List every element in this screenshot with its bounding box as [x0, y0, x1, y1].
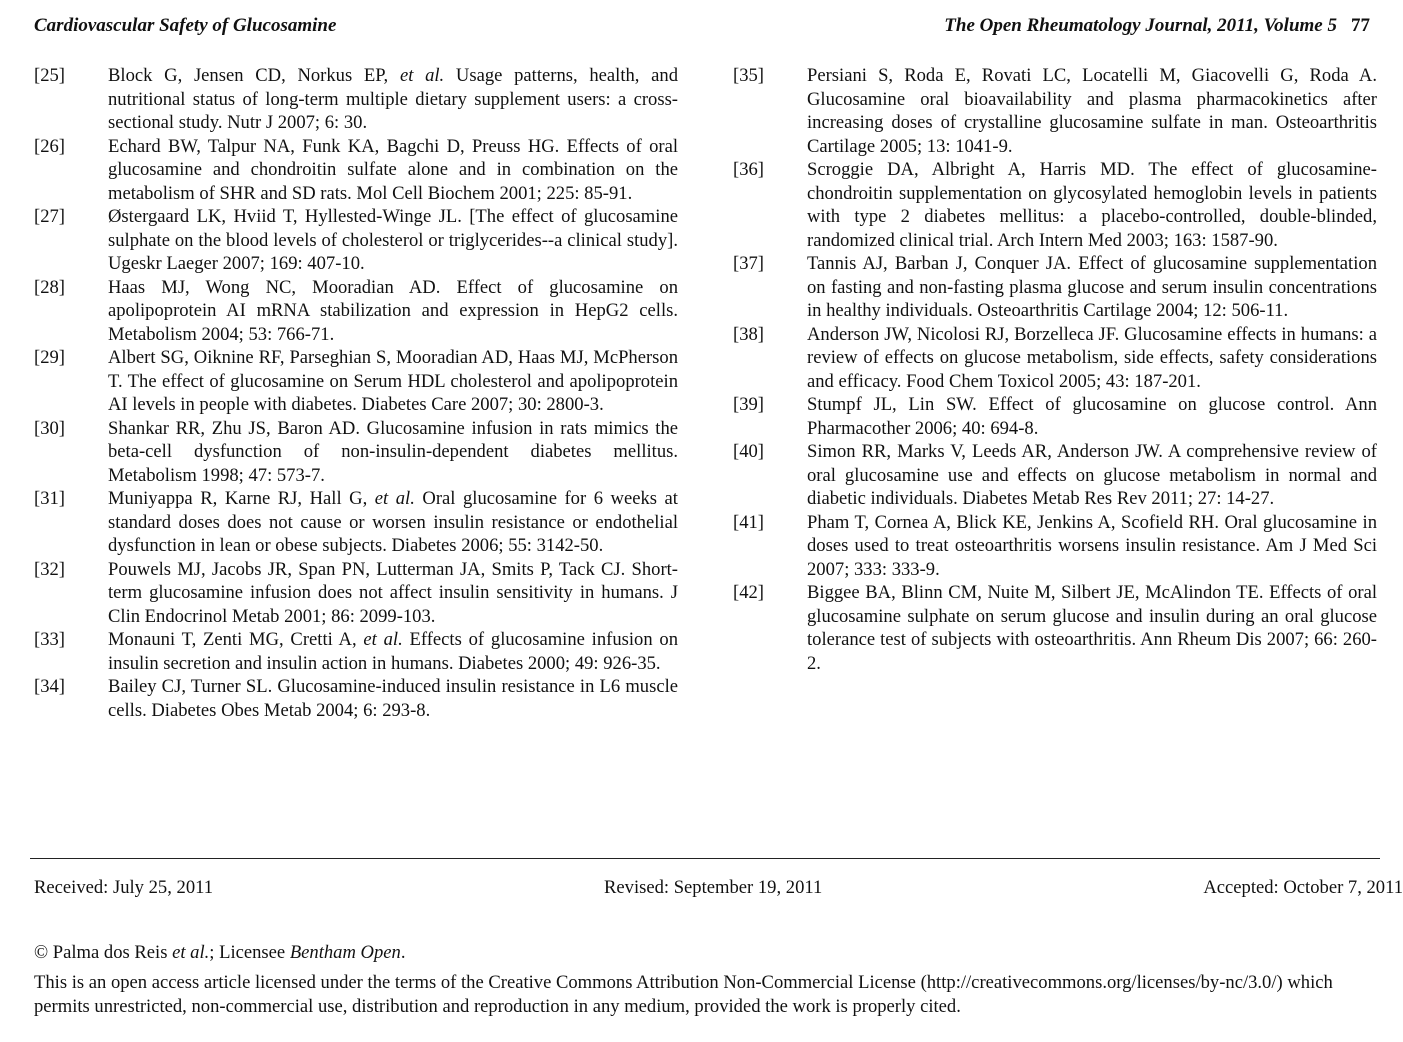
reference-item [733, 64, 1377, 158]
reference-body: Muniyappa R, Karne RJ, Hall G, [108, 488, 375, 509]
reference-item [733, 158, 1377, 252]
reference-text [108, 135, 678, 206]
reference-number: [35] [733, 65, 764, 86]
reference-body: Stumpf JL, Lin SW. Effect of glucosamine on glucose control. Ann Pharmacother 2006; 40: 694-8. [807, 394, 1377, 439]
reference-text [807, 393, 1377, 440]
reference-number: [29] [34, 347, 65, 368]
reference-body: Tannis AJ, Barban J, Conquer JA. Effect of glucosamine supplementation on fasting and non-fasting plasma glucose and serum insulin concentrations in healthy individuals. Osteoarthritis Cartilage 2004; 12: 506-11. [807, 253, 1377, 321]
received-date: Received: July 25, 2011 [34, 877, 214, 898]
accepted-date: Accepted: October 7, 2011 [1203, 877, 1403, 898]
reference-item [34, 628, 678, 675]
reference-body: Shankar RR, Zhu JS, Baron AD. Glucosamine infusion in rats mimics the beta-cell dysfunction of non-insulin-dependent diabetes mellitus. Metabolism 1998; 47: 573-7. [108, 417, 678, 486]
reference-number: [32] [34, 558, 65, 580]
reference-body-continued: Oral glucosamine for 6 weeks at standard doses does not cause or worsen insulin resistance or endothelial dysfunction in lean or obese subjects. Diabetes 2006; 55: 3142-50. [108, 488, 678, 556]
reference-number: [25] [34, 65, 65, 86]
reference-item [733, 511, 1377, 582]
article-dates [34, 875, 1403, 901]
reference-body: Persiani S, Roda E, Rovati LC, Locatelli M, Giacovelli G, Roda A. Glucosamine oral bioavailability and plasma pharmacokinetics after increasing doses of crystalline glucosamine sulfate in man. Osteoarthritis Cartilage 2005; 13: 1041-9. [807, 65, 1377, 157]
reference-item [34, 346, 678, 417]
copyright-notice [34, 940, 406, 966]
reference-number: [27] [34, 206, 65, 227]
revised-date: Revised: September 19, 2011 [604, 877, 823, 898]
reference-text [108, 417, 678, 488]
reference-text [108, 64, 678, 135]
copyright-prefix: © Palma dos Reis [34, 942, 173, 963]
reference-body: Biggee BA, Blinn CM, Nuite M, Silbert JE, McAlindon TE. Effects of oral glucosamine sulphate on serum glucose and insulin during an oral glucose tolerance test of subjects with osteoarthritis. Ann Rheum Dis 2007; 66: 260-2. [807, 582, 1377, 674]
reference-body: Scroggie DA, Albright A, Harris MD. The effect of glucosamine-chondroitin supplementation on glycosylated hemoglobin levels in patients with type 2 diabetes mellitus: a placebo-controlled, double-blinded, randomized clinical trial. Arch Intern Med 2003; 163: 1587-90. [807, 159, 1377, 251]
reference-body: Echard BW, Talpur NA, Funk KA, Bagchi D, Preuss HG. Effects of oral glucosamine and chondroitin sulfate alone and in combination on the metabolism of SHR and SD rats. Mol Cell Biochem 2001; 225: 85-91. [108, 135, 678, 204]
running-header [34, 12, 1370, 40]
reference-number: [40] [733, 441, 764, 462]
reference-text [108, 205, 678, 276]
reference-item [733, 440, 1377, 511]
reference-body: Simon RR, Marks V, Leeds AR, Anderson JW. A comprehensive review of oral glucosamine use and effects on glucose metabolism in normal and diabetic individuals. Diabetes Metab Res Rev 2011; 27: 14-27. [807, 441, 1377, 509]
reference-body: Bailey CJ, Turner SL. Glucosamine-induced insulin resistance in L6 muscle cells. Diabetes Obes Metab 2004; 6: 293-8. [108, 676, 678, 721]
license-statement: This is an open access article licensed under the terms of the Creative Commons Attribution Non-Commercial License (http://creativecommons.org/licenses/by-nc/3.0/) which permits unrestricted, non-commercial use, distribution and reproduction in any medium, provided the work is properly cited. [34, 972, 1333, 1017]
reference-number: [37] [733, 253, 764, 274]
reference-body-continued: Effects of glucosamine infusion on insulin secretion and insulin action in humans. Diabetes 2000; 49: 926-35. [108, 629, 678, 674]
reference-etal: et al. [399, 65, 445, 86]
reference-number: [38] [733, 323, 764, 345]
reference-item [733, 581, 1377, 675]
reference-item [34, 135, 678, 206]
page-number: 77 [1351, 15, 1370, 36]
reference-body: Pouwels MJ, Jacobs JR, Span PN, Lutterman JA, Smits P, Tack CJ. Short-term glucosamine infusion does not affect insulin sensitivity in humans. J Clin Endocrinol Metab 2001; 86: 2099-103. [108, 558, 678, 627]
copyright-etal: et al. [172, 942, 210, 963]
reference-item [34, 205, 678, 276]
reference-text [108, 487, 678, 558]
reference-item [34, 558, 678, 629]
reference-text [108, 675, 678, 722]
reference-body: Block G, Jensen CD, Norkus EP, [108, 65, 400, 86]
reference-number: [42] [733, 582, 764, 603]
reference-number: [33] [34, 629, 65, 650]
reference-text [807, 581, 1377, 675]
reference-text [108, 558, 678, 629]
reference-number: [41] [733, 511, 764, 533]
reference-body: Anderson JW, Nicolosi RJ, Borzelleca JF. Glucosamine effects in humans: a review of effects on glucose metabolism, side effects, safety considerations and efficacy. Food Chem Toxicol 2005; 43: 187-201. [807, 323, 1377, 392]
reference-item [733, 252, 1377, 323]
reference-text [807, 323, 1377, 394]
reference-body: Albert SG, Oiknine RF, Parseghian S, Mooradian AD, Haas MJ, McPherson T. The effect of glucosamine on Serum HDL cholesterol and apolipoprotein AI levels in people with diabetes. Diabetes Care 2007; 30: 2800-3. [108, 347, 678, 415]
reference-number: [36] [733, 159, 764, 180]
reference-etal: et al. [363, 629, 403, 650]
reference-item [733, 323, 1377, 394]
reference-number: [26] [34, 135, 65, 157]
reference-text [807, 64, 1377, 158]
copyright-middle: ; Licensee [209, 942, 290, 963]
reference-list-right [733, 64, 1377, 675]
reference-item [34, 276, 678, 347]
reference-body: Monauni T, Zenti MG, Cretti A, [108, 629, 364, 650]
reference-list-left [34, 64, 678, 722]
reference-item [34, 675, 678, 722]
reference-text [807, 511, 1377, 582]
footer-divider [30, 858, 1380, 859]
copyright-licensee: Bentham Open [289, 942, 401, 963]
reference-item [733, 393, 1377, 440]
reference-text [108, 628, 678, 675]
reference-body: Pham T, Cornea A, Blick KE, Jenkins A, Scofield RH. Oral glucosamine in doses used to treat osteoarthritis worsens insulin resistance. Am J Med Sci 2007; 333: 333-9. [807, 511, 1377, 580]
reference-text [807, 440, 1377, 511]
reference-text [108, 346, 678, 417]
journal-citation [944, 12, 1370, 40]
journal-name: The Open Rheumatology Journal, 2011, Volume 5 [944, 15, 1337, 36]
reference-text [807, 252, 1377, 323]
reference-number: [31] [34, 488, 65, 509]
reference-body-continued: Usage patterns, health, and nutritional status of long-term multiple dietary supplement users: a cross-sectional study. Nutr J 2007; 6: 30. [108, 65, 679, 133]
reference-etal: et al. [374, 488, 415, 509]
reference-text [108, 276, 678, 347]
reference-item [34, 64, 678, 135]
reference-number: [28] [34, 276, 65, 298]
reference-item [34, 417, 678, 488]
reference-text [807, 158, 1377, 252]
reference-number: [39] [733, 394, 764, 415]
reference-body: Østergaard LK, Hviid T, Hyllested-Winge JL. [The effect of glucosamine sulphate on the blood levels of cholesterol or triglycerides--a clinical study]. Ugeskr Laeger 2007; 169: 407-10. [108, 206, 678, 274]
reference-body: Haas MJ, Wong NC, Mooradian AD. Effect of glucosamine on apolipoprotein AI mRNA stabilization and expression in HepG2 cells. Metabolism 2004; 53: 766-71. [108, 276, 678, 345]
reference-number: [34] [34, 676, 65, 697]
running-title: Cardiovascular Safety of Glucosamine [34, 15, 337, 36]
copyright-suffix: . [400, 942, 406, 963]
reference-item [34, 487, 678, 558]
reference-number: [30] [34, 417, 65, 439]
